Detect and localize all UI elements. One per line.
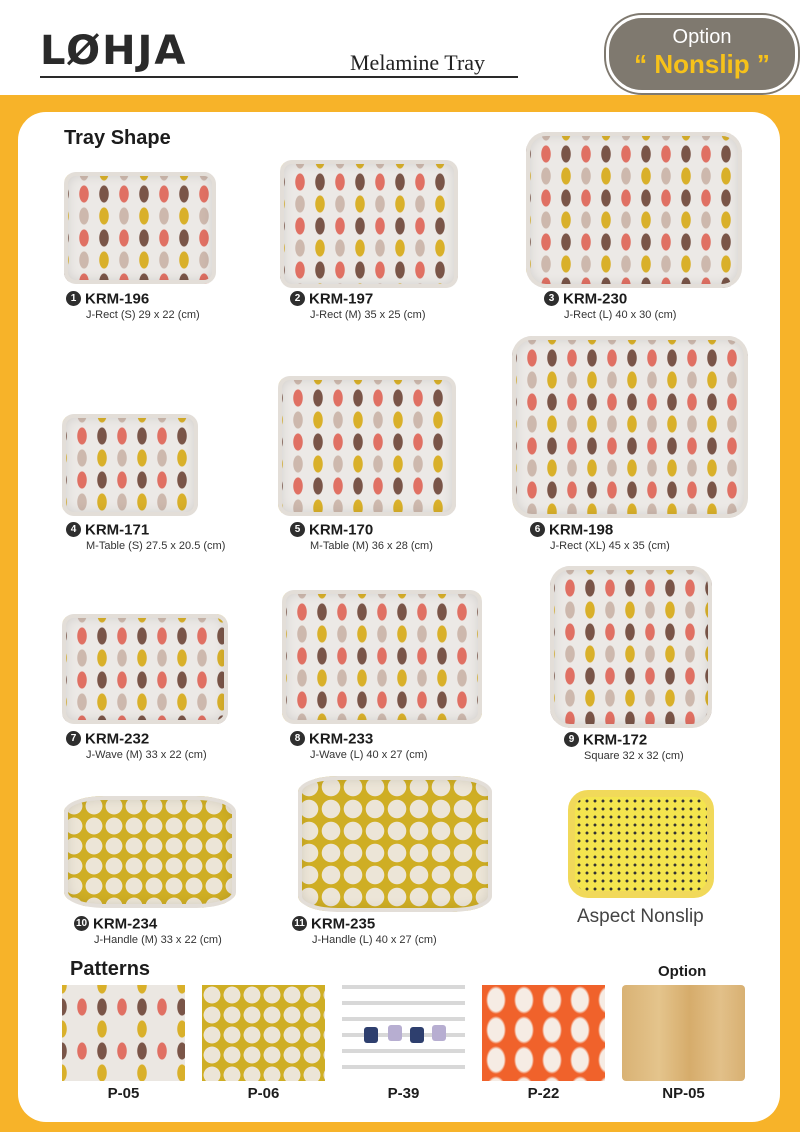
tray-desc: J-Rect (XL) 45 x 35 (cm) (550, 540, 670, 552)
nonslip-label: Aspect Nonslip (577, 906, 704, 927)
tray-number: 8 (290, 731, 305, 746)
tray-label-krm-197 (290, 290, 426, 321)
tray-number: 10 (75, 918, 88, 930)
pattern-label-p39: P-39 (387, 1085, 420, 1102)
tray-code: KRM-235 (311, 915, 376, 933)
tray-label-krm-234 (74, 915, 222, 946)
pattern-label-p22: P-22 (527, 1085, 560, 1102)
mug-icon (388, 1025, 402, 1041)
tray-number: 2 (290, 291, 305, 306)
pattern-swatch-np05 (622, 985, 745, 1081)
pattern-label-p05: P-05 (107, 1085, 140, 1102)
tray-label-krm-230 (544, 290, 676, 321)
tray-desc: J-Rect (M) 35 x 25 (cm) (310, 309, 426, 321)
tray-desc: J-Wave (M) 33 x 22 (cm) (86, 749, 207, 761)
tray-desc: Square 32 x 32 (cm) (584, 750, 684, 762)
pattern-swatch-p05 (62, 985, 185, 1081)
option-badge (606, 15, 798, 93)
tray-desc: M-Table (M) 36 x 28 (cm) (310, 540, 433, 552)
tray-label-krm-196 (66, 290, 200, 321)
tray-desc: J-Wave (L) 40 x 27 (cm) (310, 749, 428, 761)
tray-number: 5 (290, 522, 305, 537)
tray-number: 7 (66, 731, 81, 746)
option-badge-value: “ Nonslip ” (634, 49, 770, 79)
tray-number: 11 (292, 916, 307, 931)
brand-logo: LØHJA (40, 28, 188, 74)
tray-desc: M-Table (S) 27.5 x 20.5 (cm) (86, 540, 226, 552)
tray-image-krm-234 (64, 796, 236, 908)
option-badge-label: Option (672, 26, 732, 48)
tray-shape-heading: Tray Shape (64, 127, 171, 149)
tray-image-krm-196 (64, 172, 216, 284)
pattern-swatch-p06 (202, 985, 325, 1081)
tray-image-krm-230 (526, 132, 742, 288)
tray-code: KRM-172 (583, 731, 648, 749)
mug-icon (364, 1027, 378, 1043)
tray-code: KRM-233 (309, 730, 374, 748)
tray-image-krm-232 (62, 614, 228, 724)
tray-number: 6 (530, 522, 545, 537)
tray-image-krm-171 (62, 414, 198, 516)
tray-image-krm-233 (282, 590, 482, 724)
header-rule (40, 76, 518, 78)
patterns-heading: Patterns (70, 958, 151, 980)
tray-label-krm-233 (290, 730, 428, 761)
page-subtitle: Melamine Tray (350, 50, 486, 75)
tray-label-krm-172 (564, 731, 684, 762)
tray-code: KRM-230 (563, 290, 628, 308)
tray-number: 3 (544, 291, 559, 306)
tray-image-krm-197 (280, 160, 458, 288)
tray-desc: J-Handle (L) 40 x 27 (cm) (312, 934, 437, 946)
tray-number: 4 (66, 522, 81, 537)
mug-icon (432, 1025, 446, 1041)
tray-image-krm-172 (550, 566, 712, 728)
tray-image-krm-198 (512, 336, 748, 518)
tray-number: 1 (66, 291, 81, 306)
tray-label-krm-235 (292, 915, 437, 946)
header-bar (0, 0, 800, 95)
tray-code: KRM-171 (85, 521, 150, 539)
tray-code: KRM-234 (93, 915, 158, 933)
pattern-label-np05: NP-05 (662, 1085, 705, 1102)
nonslip-tray-image (568, 790, 714, 898)
tray-code: KRM-170 (309, 521, 374, 539)
mug-icon (410, 1027, 424, 1043)
pattern-swatch-p22 (482, 985, 605, 1081)
tray-number: 9 (564, 732, 579, 747)
pattern-label-p06: P-06 (247, 1085, 280, 1102)
tray-code: KRM-197 (309, 290, 374, 308)
tray-label-krm-170 (290, 521, 433, 552)
tray-desc: J-Handle (M) 33 x 22 (cm) (94, 934, 222, 946)
tray-desc: J-Rect (L) 40 x 30 (cm) (564, 309, 677, 321)
tray-code: KRM-198 (549, 521, 614, 539)
tray-label-krm-232 (66, 730, 207, 761)
tray-code: KRM-196 (85, 290, 150, 308)
tray-label-krm-198 (530, 521, 670, 552)
tray-image-krm-170 (278, 376, 456, 516)
tray-image-krm-235 (298, 776, 492, 912)
tray-desc: J-Rect (S) 29 x 22 (cm) (86, 309, 200, 321)
tray-code: KRM-232 (85, 730, 150, 748)
pattern-swatch-p39 (342, 985, 465, 1081)
tray-label-krm-171 (66, 521, 225, 552)
option-heading: Option (658, 963, 707, 980)
